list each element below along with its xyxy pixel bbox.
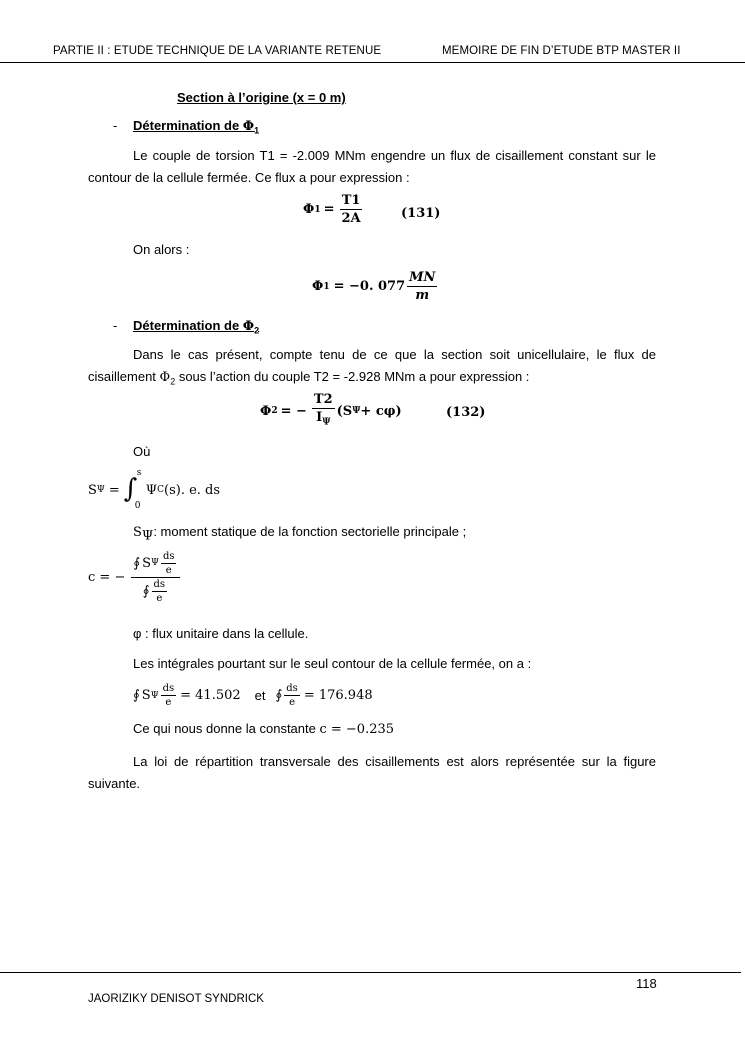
eqs-equals: = xyxy=(108,482,120,498)
eqs-lower-bound: 0 xyxy=(134,501,141,511)
eqs-lhs: S xyxy=(88,482,97,498)
eqc-num-e: e xyxy=(165,565,172,576)
eqvals-et: et xyxy=(254,688,266,703)
bullet-heading-2-label: Détermination de xyxy=(133,318,243,333)
bullet-dash-1: - xyxy=(113,118,118,133)
bullet-dash-2: - xyxy=(113,318,118,333)
s-def-text: : moment statique de la fonction sectorielle principale ; xyxy=(153,524,467,539)
eqs-lhs-sub: Ψ xyxy=(96,485,105,495)
eq131-lhs-sub: 1 xyxy=(314,204,321,215)
footer-rule xyxy=(0,972,741,973)
equation-s-psi xyxy=(88,470,220,510)
eq132-denominator-sub: Ψ xyxy=(322,417,331,428)
eqvals-value-2: = 176.948 xyxy=(303,688,373,703)
paragraph-integrales: Les intégrales pourtant sur le seul contour de la cellule fermée, on a : xyxy=(133,656,532,671)
paragraph-repartition: La loi de répartition transversale des cisaillements est alors représentée sur la figure suivante. xyxy=(88,754,656,791)
eq132-lhs-sub: 2 xyxy=(271,406,278,417)
contour-integral-icon: ∮ xyxy=(142,584,150,599)
eqs-upper-bound: s xyxy=(136,468,142,478)
eqc-num-ds: ds xyxy=(162,551,175,562)
eq131-numerator: T1 xyxy=(341,193,361,208)
eqvals-e-1: e xyxy=(165,697,172,708)
bullet-heading-1-sub: 1 xyxy=(254,125,260,136)
contour-integral-icon: ∮ xyxy=(133,556,141,571)
paragraph-torsion-2 xyxy=(88,344,656,393)
eqc-den-ds: ds xyxy=(153,579,166,590)
constante-value: c = −0.235 xyxy=(319,722,395,737)
footer-author: JAORIZIKY DENISOT SYNDRICK xyxy=(88,993,264,1005)
eqval-rhs: = −0. 077 xyxy=(333,279,406,294)
eq131-lhs: Φ xyxy=(303,202,315,217)
equation-tag-132: (132) xyxy=(446,405,486,420)
eq132-paren-sub: Ψ xyxy=(352,406,361,417)
eqvals-ds-2: ds xyxy=(286,683,298,694)
equation-tag-131: (131) xyxy=(401,206,441,221)
bullet-heading-2-symbol: Φ xyxy=(242,319,255,334)
contour-integral-icon: ∮ xyxy=(133,688,140,703)
integral-icon: ∫ xyxy=(123,474,138,504)
equation-integral-values xyxy=(133,683,373,708)
eq132-lhs: Φ xyxy=(260,403,272,419)
equation-132 xyxy=(260,392,402,431)
constante-text: Ce qui nous donne la constante xyxy=(133,721,320,736)
eqval-lhs-sub: 1 xyxy=(323,281,330,292)
p3-symbol-sub: 2 xyxy=(170,376,176,387)
p3-part-a: Dans le cas présent, compte tenu de ce que la section soit unicellulaire, le flux de cisaillement xyxy=(88,347,656,384)
eqvals-s: S xyxy=(141,688,151,703)
paragraph-torsion-1: Le couple de torsion T1 = -2.009 MNm engendre un flux de cisaillement constant sur le contour de la cellule fermée. Ce flux a pour expression : xyxy=(88,148,656,185)
eqc-den-e: e xyxy=(156,593,163,604)
eq132-denominator: I xyxy=(316,410,323,425)
bullet-heading-2-sub: 2 xyxy=(254,325,260,336)
s-def-symbol: S xyxy=(133,525,142,540)
equation-131 xyxy=(303,193,365,226)
section-title: Section à l’origine (x = 0 m) xyxy=(177,90,346,105)
eqvals-s-sub: Ψ xyxy=(150,690,159,701)
eqval-numerator: MN xyxy=(409,270,436,285)
bullet-heading-2 xyxy=(133,318,259,336)
eqval-lhs: Φ xyxy=(312,279,324,294)
equation-phi1-value xyxy=(312,270,439,303)
eqvals-ds-1: ds xyxy=(162,683,175,694)
paragraph-phi-definition: φ : flux unitaire dans la cellule. xyxy=(133,626,309,641)
eq132-equals: = − xyxy=(280,403,307,419)
paragraph-on-alors: On alors : xyxy=(133,242,190,257)
eqs-rest: (s). e. ds xyxy=(164,482,221,498)
eqc-num-s: S xyxy=(142,556,152,571)
header-left: PARTIE II : ETUDE TECHNIQUE DE LA VARIANTE RETENUE xyxy=(53,45,382,57)
eqvals-value-1: = 41.502 xyxy=(180,688,241,703)
p3-part-b: sous l’action du couple T2 = -2.928 MNm a pour expression : xyxy=(175,368,530,384)
paragraph-s-psi-definition xyxy=(133,524,466,544)
eqc-num-sub: Ψ xyxy=(151,558,159,568)
bullet-heading-1-symbol: Φ xyxy=(242,119,255,134)
paragraph-constante xyxy=(133,721,394,737)
bullet-heading-1-label: Détermination de xyxy=(133,118,243,133)
eqvals-e-2: e xyxy=(289,697,296,708)
eqc-lhs: c = − xyxy=(88,570,126,585)
eqval-denominator: m xyxy=(415,288,430,303)
header-right: MEMOIRE DE FIN D’ETUDE BTP MASTER II xyxy=(442,45,681,57)
equation-c xyxy=(88,551,182,604)
eqs-body: Ψ xyxy=(145,482,158,498)
eq132-numerator: T2 xyxy=(313,392,333,407)
s-def-symbol-sub: Ψ xyxy=(141,528,154,544)
eq132-paren-rest: + cφ) xyxy=(360,403,402,419)
page-number: 118 xyxy=(636,976,657,991)
bullet-heading-1 xyxy=(133,118,259,136)
paragraph-ou: Où xyxy=(133,444,151,459)
eq132-paren-open: (S xyxy=(336,403,353,419)
header-rule xyxy=(0,62,745,63)
eq131-equals: = xyxy=(323,202,335,217)
eq131-denominator: 2A xyxy=(341,211,361,226)
p3-symbol: Φ xyxy=(159,369,171,385)
eqs-body-sub: C xyxy=(157,485,165,495)
contour-integral-icon: ∮ xyxy=(275,688,283,703)
